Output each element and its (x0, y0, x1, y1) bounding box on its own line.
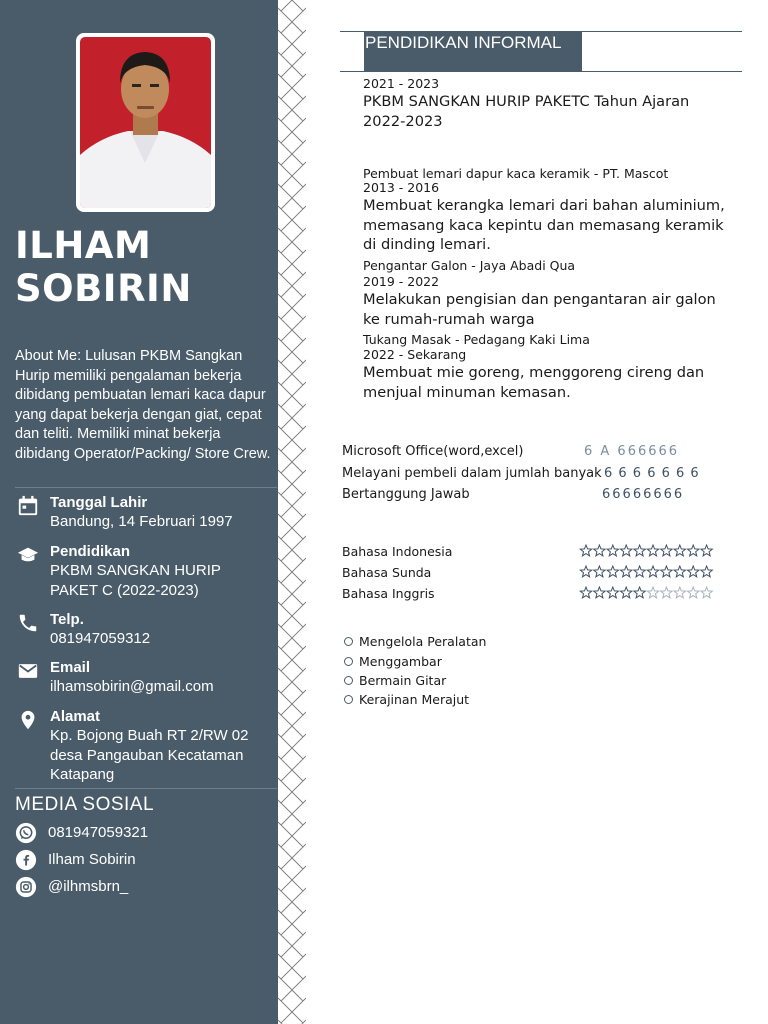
experience-desc: Membuat kerangka lemari dari bahan aluminium, memasang kaca kepintu dan memasang keramik di dinding lemari. (363, 197, 725, 253)
graduation-cap-icon (17, 544, 39, 566)
star-full-icon (594, 587, 605, 598)
star-full-icon (620, 566, 631, 577)
about-me: About Me: Lulusan PKBM Sangkan Hurip memiliki pengalaman bekerja dibidang pembuatan lemari kaca dapur yang dapat bekerja dengan giat, cepat dan teliti. Memiliki minat bekerja dibidang Operator/Packing/ Store Crew. (15, 348, 271, 462)
hobby-item (344, 634, 486, 649)
social-whatsapp[interactable] (15, 822, 275, 844)
hobby-text: Kerajinan Merajut (359, 692, 470, 707)
star-full-icon (607, 566, 618, 577)
star-full-icon (687, 545, 698, 556)
sidebar-divider (15, 788, 277, 789)
star-full-icon (687, 566, 698, 577)
skill-label: Bertanggung Jawab (342, 487, 470, 502)
instagram-icon (15, 876, 37, 898)
section-title-pendidikan: PENDIDIKAN INFORMAL (364, 31, 582, 71)
star-full-icon (661, 566, 672, 577)
skill-level: 6 6 6 6 6 6 6 (604, 466, 700, 481)
star-full-icon (620, 545, 631, 556)
star-empty-icon (661, 587, 672, 598)
info-email (15, 658, 277, 698)
full-name (15, 224, 275, 310)
social-instagram[interactable] (15, 876, 275, 898)
media-social-title: MEDIA SOSIAL (15, 794, 155, 815)
hobby-text: Bermain Gitar (359, 673, 447, 688)
education-period: 2021 - 2023 (363, 76, 440, 91)
main-content (306, 0, 768, 1024)
name-line-2: SOBIRIN (15, 267, 192, 310)
star-full-icon (580, 545, 591, 556)
language-rating-stars (579, 544, 719, 558)
info-value: PKBM SANGKAN HURIP PAKET C (2022-2023) (50, 562, 221, 599)
hobby-text: Menggambar (359, 654, 442, 669)
social-facebook[interactable] (15, 849, 275, 871)
star-full-icon (594, 566, 605, 577)
star-full-icon (701, 566, 712, 577)
star-half-icon (701, 545, 712, 556)
star-full-icon (674, 545, 685, 556)
decorative-diamond-strip (278, 0, 306, 1024)
skill-level: 6 A 666666 (584, 444, 680, 459)
star-full-icon (580, 587, 591, 598)
star-empty-icon (687, 587, 698, 598)
star-full-icon (674, 566, 685, 577)
info-value: Kp. Bojong Buah RT 2/RW 02 desa Pangauban Kecataman Katapang (50, 727, 249, 783)
language-rating-stars (579, 586, 719, 600)
hobby-text: Mengelola Peralatan (359, 634, 487, 649)
star-full-icon (647, 566, 658, 577)
info-phone (15, 610, 277, 650)
experience-role: Pengantar Galon - Jaya Abadi Qua (363, 258, 576, 273)
star-full-icon (594, 545, 605, 556)
star-full-icon (580, 566, 591, 577)
facebook-icon (15, 849, 37, 871)
experience-period: 2019 - 2022 (363, 274, 440, 289)
sidebar (0, 0, 278, 1024)
star-full-icon (634, 545, 645, 556)
skill-label: Melayani pembeli dalam jumlah banyak (342, 466, 602, 481)
name-line-1: ILHAM (15, 224, 152, 267)
location-pin-icon (17, 709, 39, 731)
hobby-item (344, 692, 469, 707)
experience-period: 2022 - Sekarang (363, 347, 467, 362)
experience-desc: Membuat mie goreng, menggoreng cireng dan menjual minuman kemasan. (363, 364, 705, 401)
calendar-icon (17, 495, 39, 517)
profile-photo-frame (76, 33, 215, 212)
whatsapp-icon (15, 822, 37, 844)
star-full-icon (634, 566, 645, 577)
social-text: Ilham Sobirin (48, 851, 136, 868)
star-empty-icon (674, 587, 685, 598)
star-full-icon (607, 587, 618, 598)
experience-role: Pembuat lemari dapur kaca keramik - PT. Mascot (363, 166, 669, 181)
star-full-icon (661, 545, 672, 556)
experience-role: Tukang Masak - Pedagang Kaki Lima (363, 332, 590, 347)
info-address (15, 707, 277, 785)
info-value: Bandung, 14 Februari 1997 (50, 513, 233, 530)
social-text: @ilhmsbrn_ (48, 878, 129, 895)
hobby-item (344, 673, 446, 688)
star-full-icon (647, 545, 658, 556)
language-label: Bahasa Indonesia (342, 544, 453, 559)
star-full-icon (620, 587, 631, 598)
envelope-icon (17, 660, 39, 682)
skill-label: Microsoft Office(word,excel) (342, 444, 524, 459)
info-title: Telp. (50, 611, 84, 628)
hobby-item (344, 654, 442, 669)
circle-bullet-icon (344, 676, 353, 685)
info-education (15, 542, 277, 602)
circle-bullet-icon (344, 695, 353, 704)
circle-bullet-icon (344, 657, 353, 666)
star-empty-icon (701, 587, 712, 598)
education-school: PKBM SANGKAN HURIP PAKETC Tahun Ajaran 2022-2023 (363, 93, 690, 130)
star-empty-icon (647, 587, 658, 598)
circle-bullet-icon (344, 637, 353, 646)
star-half-icon (634, 587, 645, 598)
language-label: Bahasa Sunda (342, 565, 432, 580)
info-title: Tanggal Lahir (50, 494, 148, 511)
phone-icon (17, 612, 39, 634)
profile-photo (80, 37, 211, 208)
section-bottom-rule (340, 71, 742, 72)
info-title: Email (50, 659, 91, 676)
language-label: Bahasa Inggris (342, 586, 435, 601)
star-full-icon (607, 545, 618, 556)
experience-period: 2013 - 2016 (363, 180, 440, 195)
language-rating-stars (579, 565, 719, 579)
skill-level: 66666666 (602, 487, 685, 502)
social-text: 081947059321 (48, 824, 149, 841)
info-birth-date (15, 493, 277, 533)
info-value: ilhamsobirin@gmail.com (50, 678, 214, 695)
info-value: 081947059312 (50, 630, 151, 647)
info-title: Alamat (50, 708, 101, 725)
sidebar-divider (15, 487, 277, 488)
info-title: Pendidikan (50, 543, 131, 560)
experience-desc: Melakukan pengisian dan pengantaran air galon ke rumah-rumah warga (363, 291, 716, 328)
